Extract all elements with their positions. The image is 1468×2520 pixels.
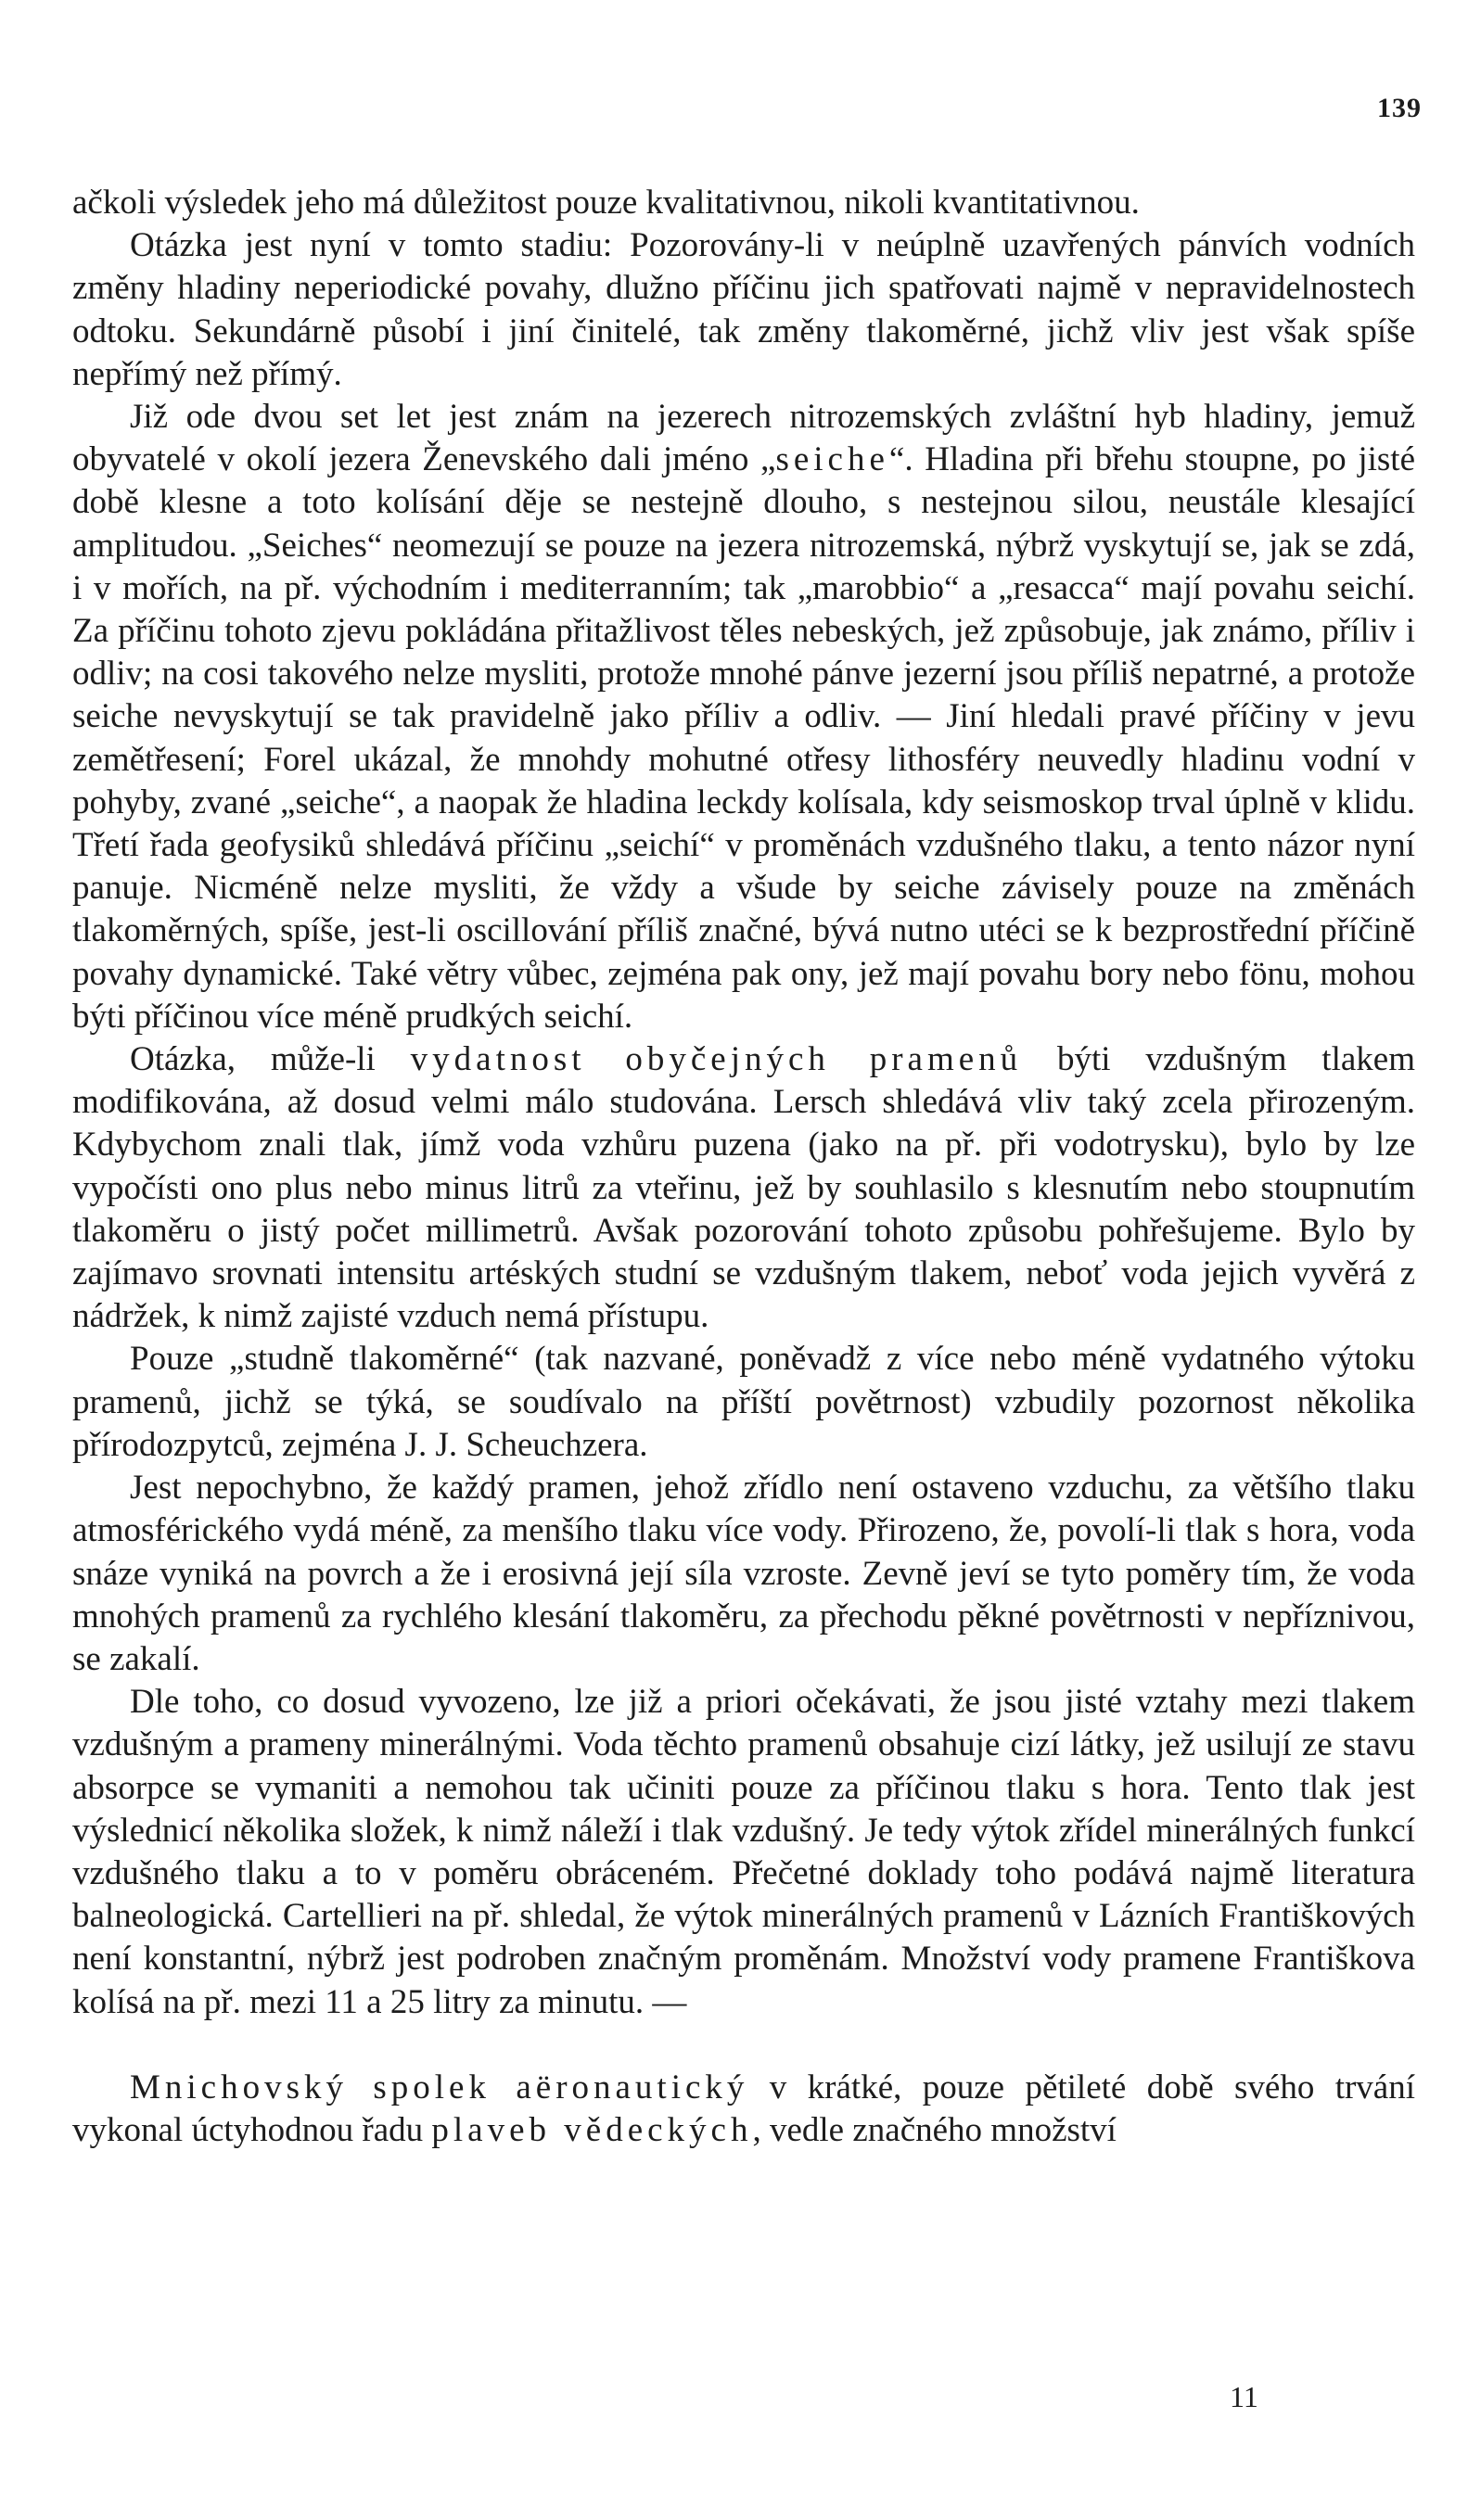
section-gap <box>72 2024 1415 2067</box>
page-body <box>72 182 1415 2152</box>
spolek-body-text: v krátké, pouze pětileté době svého trvání vykonal úctyhodnou řadu <box>72 2068 1415 2149</box>
seiche-term: seiche <box>775 440 889 479</box>
spolek-end-text: , vedle značného množství <box>752 2110 1117 2149</box>
paragraph-otazka-stadium: Otázka jest nyní v tomto stadiu: Pozorovány-li v neúplně uzavřených pánvích vodních změny hladiny neperiodické povahy, dlužno příčinu jich spatřovati najmě v nepravidelnostech odtoku. Sekundárně působí i jiní činitelé, tak změny tlakoměrné, jichž vliv jest však spíše nepřímý než přímý. <box>72 226 1415 393</box>
vydatnost-term: vydatnost obyčejných pramenů <box>410 1040 1023 1079</box>
printer-signature: 11 <box>1230 2380 1258 2413</box>
spolek-term: Mnichovský spolek aëronautický <box>130 2068 749 2106</box>
seiche-body-text: “. Hladina při břehu stoupne, po jisté době klesne a toto kolísání děje se nestejně dlouho, s nestejnou silou, neustále klesající amplitudou. „Seiches“ neomezují se pouze na jezera nitrozemská, nýbrž vyskytují se, jak se zdá, i v mořích, na př. východním i mediterranním; tak „marobbio“ a „resacca“ mají povahu seichí. Za příčinu tohoto zjevu pokládána přitažlivost těles nebeských, jež způsobuje, jak známo, příliv i odliv; na cosi takového nelze mysliti, protože mnohé pánve jezerní jsou příliš nepatrné, a protože seiche nevyskytují se tak pravidelně jako příliv a odliv. — Jiní hledali pravé příčiny v jevu zemětřesení; Forel ukázal, že mnohdy mohutné otřesy lithosféry neuvedly hladinu vodní v pohyby, zvané „seiche“, a naopak že hladina leckdy kolísala, kdy seismoskop trval úplně v klidu. Třetí řada geofysiků shledává příčinu „seichí“ v proměnách vzdušného tlaku, a tento názor nyní panuje. Nicméně nelze mysliti, že vždy a všude by seiche závisely pouze na změnách tlakoměrných, spíše, jest-li oscillování příliš značné, bývá nutno utéci se k bezprostřední příčině povahy dynamické. Také větry vůbec, zejména pak ony, jež mají povahu bory nebo fönu, mohou býti příčinou více méně prudkých seichí. <box>72 440 1415 1036</box>
paragraph-continuation: ačkoli výsledek jeho má důležitost pouze kvalitativnou, nikoli kvantitativnou. <box>72 184 1140 222</box>
seiche-intro-text: Již ode dvou set let jest znám na jezerech nitrozemských zvláštní hyb hladiny, jemuž obyvatelé v okolí jezera Ženevského dali jméno „ <box>72 398 1415 479</box>
paragraph-studne: Pouze „studně tlakoměrné“ (tak nazvané, poněvadž z více nebo méně vydatného výtoku pramenů, jichž se týká, se soudívalo na příští povětrnost) vzbudily pozornost několika přírodozpytců, zejména J. J. Scheuchzera. <box>72 1340 1415 1464</box>
vydatnost-body-text: býti vzdušným tlakem modifikována, až dosud velmi málo studována. Lersch shledává vliv taký zcela přirozeným. Kdybychom znali tlak, jímž voda vzhůru puzena (jako na př. při vodotrysku), bylo by lze vypočísti ono plus nebo minus litrů za vteřinu, jež by souhlasilo s klesnutím nebo stoupnutím tlakoměru o jistý počet millimetrů. Avšak pozorování tohoto způsobu pohřešujeme. Bylo by zajímavo srovnati intensitu artéských studní se vzdušným tlakem, neboť voda jejich vyvěrá z nádržek, k nimž zajisté vzduch nemá přístupu. <box>72 1040 1415 1336</box>
page-number: 139 <box>1377 93 1422 123</box>
vydatnost-intro-text: Otázka, může-li <box>130 1040 411 1079</box>
paragraph-mineralne-prameny: Dle toho, co dosud vyvozeno, lze již a priori očekávati, že jsou jisté vztahy mezi tlakem vzdušným a prameny minerálnými. Voda těchto pramenů obsahuje cizí látky, jež usilují ze stavu absorpce se vymaniti a nemohou tak učiniti pouze za příčinou tlaku s hora. Tento tlak jest výslednicí několika složek, k nimž náleží i tlak vzdušný. Je tedy výtok zřídel minerálných funkcí vzdušného tlaku a to v poměru obráceném. Přečetné doklady toho podává najmě literatura balneologická. Cartellieri na př. shledal, že výtok minerálných pramenů v Lázních Františkových není konstantní, nýbrž jest podroben značným proměnám. Množství vody pramene Františkova kolísá na př. mezi 11 a 25 litry za minutu. — <box>72 1683 1415 2021</box>
paragraph-vydatnost <box>72 1038 1415 1338</box>
paragraph-seiche <box>72 396 1415 1038</box>
paragraph-aeronauticky-spolek <box>72 2067 1415 2152</box>
paragraph-nepochybno: Jest nepochybno, že každý pramen, jehož zřídlo není ostaveno vzduchu, za většího tlaku atmosférického vydá méně, za menšího tlaku více vody. Přirozeno, že, povolí-li tlak s hora, voda snáze vyniká na povrch a že i erosivná její síla vzroste. Zevně jeví se tyto poměry tím, že voda mnohých pramenů za rychlého klesání tlakoměru, za přechodu pěkné povětrnosti v nepříznivou, se zakalí. <box>72 1469 1415 1678</box>
plavby-term: plaveb vědeckých <box>431 2110 753 2149</box>
